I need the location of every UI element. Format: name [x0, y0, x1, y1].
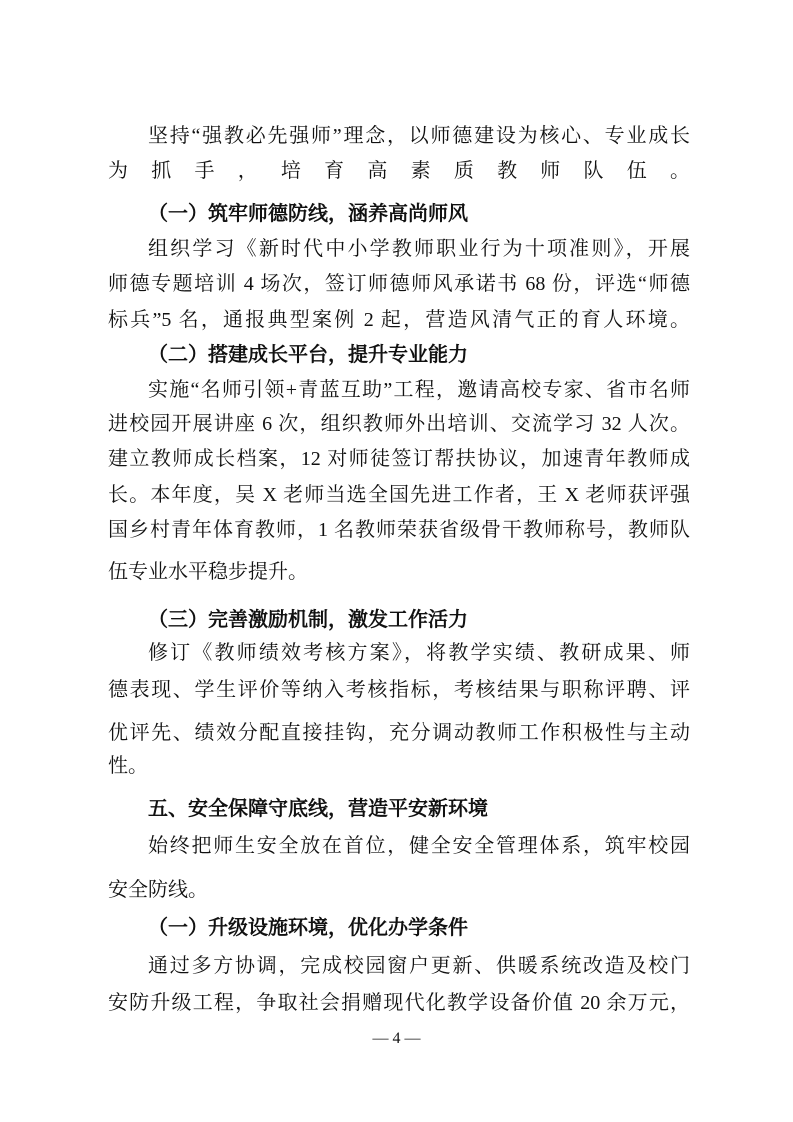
- section-heading: 五、安全保障守底线，营造平安新环境: [148, 798, 488, 820]
- paragraph-line: 实施“名师引领+青蓝互助”工程，邀请高校专家、省市名师: [148, 379, 690, 401]
- paragraph-line: 始终把师生安全放在首位，健全安全管理体系，筑牢校园: [148, 835, 690, 857]
- page-number: — 4 —: [372, 1030, 421, 1047]
- subheading: （三）完善激励机制，激发工作活力: [148, 609, 468, 631]
- paragraph-line: 坚持“强教必先强师”理念，以师德建设为核心、专业成长: [148, 125, 690, 147]
- subheading: （一）筑牢师德防线，涵养高尚师风: [148, 203, 468, 225]
- paragraph-line: 优评先、绩效分配直接挂钩，充分调动教师工作积极性与主动: [108, 722, 690, 744]
- paragraph-line: 伍专业水平稳步提升。: [108, 561, 308, 583]
- paragraph-line: 安防升级工程，争取社会捐赠现代化教学设备价值 20 余万元，: [108, 992, 690, 1014]
- paragraph-line: 通过多方协调，完成校园窗户更新、供暖系统改造及校门: [148, 955, 690, 977]
- paragraph-line: 组织学习《新时代中小学教师职业行为十项准则》，开展: [148, 238, 690, 260]
- paragraph-line: 性。: [108, 755, 148, 777]
- paragraph-line: 师德专题培训 4 场次，签订师德师风承诺书 68 份，评选“师德: [108, 273, 690, 295]
- paragraph-line: 安全防线。: [108, 879, 208, 901]
- paragraph-line: 修订《教师绩效考核方案》，将教学实绩、教研成果、师: [148, 642, 690, 664]
- paragraph-line: 德表现、学生评价等纳入考核指标，考核结果与职称评聘、评: [108, 679, 690, 701]
- subheading: （二）搭建成长平台，提升专业能力: [148, 344, 468, 366]
- subheading: （一）升级设施环境，优化办学条件: [148, 917, 468, 939]
- paragraph-line: 国乡村青年体育教师，1 名教师荣获省级骨干教师称号，教师队: [108, 519, 690, 541]
- paragraph-line: 进校园开展讲座 6 次，组织教师外出培训、交流学习 32 人次。: [108, 413, 690, 435]
- paragraph-line: 长。本年度，吴 X 老师当选全国先进工作者，王 X 老师获评强: [108, 484, 690, 506]
- paragraph-line: 建立教师成长档案，12 对师徒签订帮扶协议，加速青年教师成: [108, 448, 690, 470]
- paragraph-line: 标兵”5 名，通报典型案例 2 起，营造风清气正的育人环境。: [108, 309, 690, 331]
- paragraph-line: 为抓手，培育高素质教师队伍。: [108, 160, 690, 182]
